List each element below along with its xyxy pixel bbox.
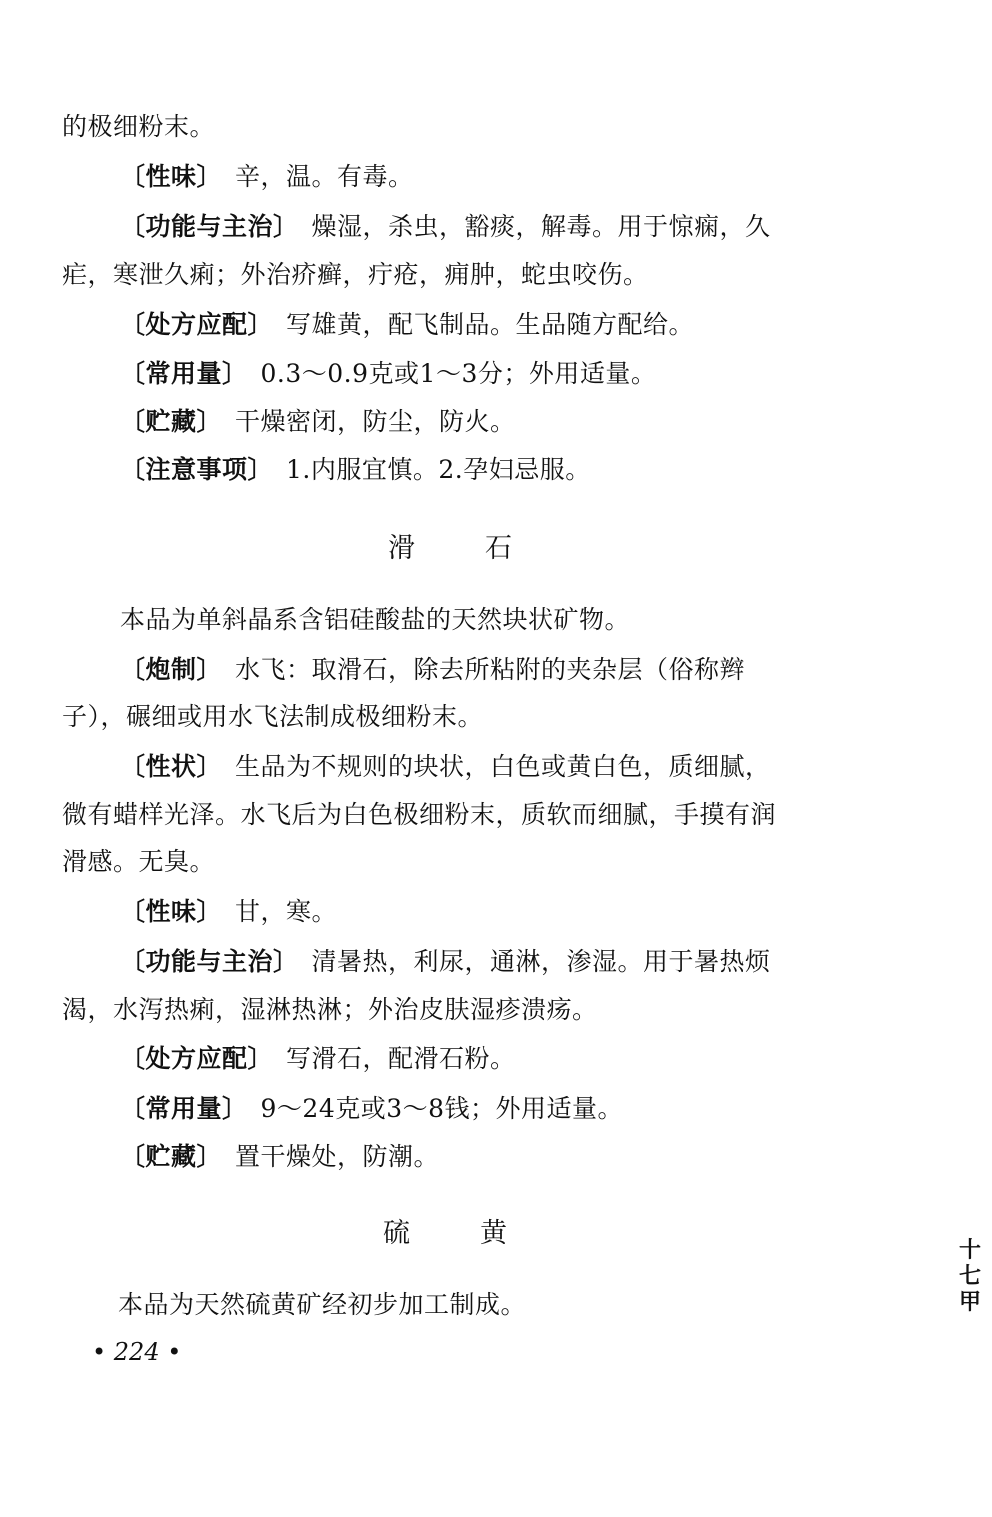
- section-tag: 〔处方应配〕: [120, 1044, 261, 1073]
- section-tag: 〔注意事项〕: [120, 455, 261, 484]
- text-line: 滑感。无臭。: [62, 847, 216, 876]
- text-line: 微有蜡样光泽。水飞后为白色极细粉末，质软而细腻，手摸有润: [62, 800, 777, 829]
- text-line: 〔贮藏〕 置干燥处，防潮。: [120, 1142, 440, 1171]
- page-number: • 224 •: [92, 1338, 182, 1366]
- text-line: 子），碾细或用水飞法制成极细粉末。: [62, 702, 484, 731]
- section-tag: 〔处方应配〕: [120, 310, 261, 339]
- text-line: 〔处方应配〕 写滑石，配滑石粉。: [120, 1044, 516, 1073]
- section-tag: 〔贮藏〕: [120, 1142, 210, 1171]
- text-line: 〔常用量〕 0.3～0.9克或1～3分；外用适量。: [120, 359, 657, 388]
- section-tag: 〔性味〕: [120, 162, 210, 191]
- text-line: 〔性味〕 辛，温。有毒。: [120, 162, 414, 191]
- section-tag: 〔常用量〕: [120, 359, 236, 388]
- section-tag: 〔性状〕: [120, 752, 210, 781]
- text-line: 的极细粉末。: [62, 112, 216, 141]
- text-line: 本品为单斜晶系含铝硅酸盐的天然块状矿物。: [120, 605, 631, 634]
- text-line: 〔性状〕 生品为不规则的块状，白色或黄白色，质细腻，: [120, 752, 771, 781]
- text-line: 〔性味〕 甘，寒。: [120, 897, 338, 926]
- text-line: 渴，水泻热痢，湿淋热淋；外治皮肤湿疹溃疡。: [62, 995, 598, 1024]
- text-line: 〔贮藏〕 干燥密闭，防尘，防火。: [120, 407, 516, 436]
- section-tag: 〔性味〕: [120, 897, 210, 926]
- text-line: 〔功能与主治〕 燥湿，杀虫，豁痰，解毒。用于惊痫，久: [120, 212, 771, 241]
- text-line: 〔处方应配〕 写雄黄，配飞制品。生品随方配给。: [120, 310, 695, 339]
- text-line: 〔注意事项〕 1.内服宜慎。2.孕妇忌服。: [120, 455, 591, 484]
- text-line: 〔炮制〕 水飞：取滑石，除去所粘附的夹杂层（俗称辫: [120, 655, 746, 684]
- side-margin-mark: 十 七 甲: [958, 1238, 981, 1315]
- section-title: 硫 黄: [383, 1218, 507, 1249]
- section-tag: 〔贮藏〕: [120, 407, 210, 436]
- section-title: 滑 石: [388, 533, 512, 564]
- section-tag: 〔功能与主治〕: [120, 212, 287, 241]
- section-tag: 〔常用量〕: [120, 1094, 236, 1123]
- text-line: 疟，寒泄久痢；外治疥癣，疔疮，痈肿，蛇虫咬伤。: [62, 260, 649, 289]
- text-line: 〔常用量〕 9～24克或3～8钱；外用适量。: [120, 1094, 624, 1123]
- section-tag: 〔炮制〕: [120, 655, 210, 684]
- section-tag: 〔功能与主治〕: [120, 947, 287, 976]
- text-line: 〔功能与主治〕 清暑热，利尿，通淋，渗湿。用于暑热烦: [120, 947, 771, 976]
- text-line: 本品为天然硫黄矿经初步加工制成。: [118, 1290, 527, 1319]
